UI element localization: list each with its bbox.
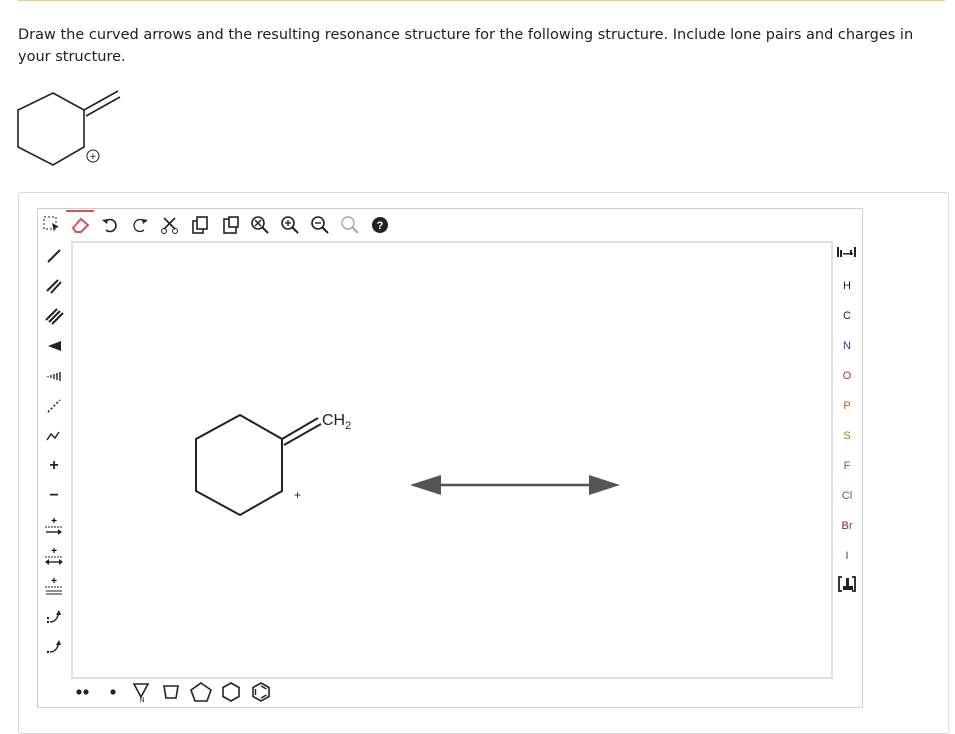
cyclopentane-ring-icon[interactable] — [186, 680, 216, 704]
element-br[interactable]: Br — [841, 520, 853, 532]
svg-text:+: + — [51, 546, 57, 557]
triple-bond-icon[interactable] — [40, 303, 68, 329]
radical-icon[interactable] — [100, 680, 126, 704]
help-label: ? — [376, 220, 384, 232]
reaction-arrow-icon[interactable] — [40, 513, 68, 539]
ch2-label: $CH_2$ — [322, 412, 352, 432]
element-i[interactable]: I — [845, 550, 849, 562]
bracket-icon[interactable] — [832, 575, 862, 597]
exocyclic-double-bond — [282, 418, 321, 445]
positive-charge-icon[interactable] — [40, 453, 68, 479]
prompt-ring — [18, 91, 120, 165]
cyclohexane-ring — [196, 415, 282, 515]
zoom-in-icon[interactable] — [278, 213, 302, 237]
bottom-toolbar — [38, 677, 862, 707]
element-f[interactable]: F — [843, 460, 851, 472]
positive-charge-label: + — [49, 457, 59, 474]
zoom-out-icon[interactable] — [308, 213, 332, 237]
select-icon[interactable] — [40, 213, 64, 237]
cyclohexane-ring-icon[interactable] — [218, 680, 244, 704]
svg-text:+: + — [51, 576, 57, 587]
electron-pair-arrow-icon[interactable] — [40, 603, 68, 629]
top-divider — [18, 0, 945, 1]
top-toolbar — [38, 209, 862, 241]
prompt-structure — [10, 80, 140, 180]
dashed-bond-icon[interactable] — [40, 393, 68, 419]
prompt-charge: + — [89, 151, 97, 163]
eraser-icon[interactable] — [68, 213, 92, 237]
undo-icon[interactable] — [98, 213, 122, 237]
help-icon[interactable] — [368, 213, 392, 237]
lone-pair-icon[interactable] — [70, 680, 96, 704]
right-toolbar — [832, 241, 862, 671]
single-bond-icon[interactable] — [40, 243, 68, 269]
cut-icon[interactable] — [158, 213, 182, 237]
cyclobutane-ring-icon[interactable] — [158, 680, 184, 704]
svg-text:+: + — [51, 516, 57, 527]
n-label: N — [139, 697, 145, 703]
double-bond-icon[interactable] — [40, 273, 68, 299]
element-h[interactable]: H — [843, 280, 851, 292]
negative-charge-icon[interactable] — [40, 483, 68, 509]
left-toolbar — [38, 241, 70, 671]
drawing-canvas[interactable] — [71, 241, 833, 679]
negative-charge-label: − — [49, 487, 59, 504]
element-p[interactable]: P — [843, 400, 851, 412]
element-n[interactable]: N — [843, 340, 851, 352]
ch2-subscript: 2 — [345, 420, 352, 432]
resonance-arrow-icon[interactable] — [40, 543, 68, 569]
element-o[interactable]: O — [842, 370, 852, 382]
question-text: Draw the curved arrows and the resulting resonance structure for the following structure. Include lone pairs and charges in your structure. — [18, 27, 914, 65]
benzene-ring-icon[interactable] — [248, 680, 274, 704]
paste-icon[interactable] — [219, 213, 243, 237]
copy-icon[interactable] — [188, 213, 212, 237]
aziridine-ring-icon[interactable] — [128, 680, 154, 704]
element-s[interactable]: S — [843, 430, 851, 442]
single-electron-arrow-icon[interactable] — [40, 633, 68, 659]
wedge-bond-icon[interactable] — [40, 333, 68, 359]
equilibrium-arrow-icon[interactable] — [40, 573, 68, 599]
element-cl[interactable]: Cl — [841, 490, 853, 502]
resonance-arrow — [410, 475, 620, 495]
clean-icon[interactable] — [338, 213, 362, 237]
zoom-fit-icon[interactable] — [248, 213, 272, 237]
hash-bond-icon[interactable] — [40, 363, 68, 389]
canvas-drawing — [73, 243, 831, 677]
chain-icon[interactable] — [40, 423, 68, 449]
element-c[interactable]: C — [843, 310, 851, 322]
periodic-table-icon[interactable] — [832, 245, 862, 267]
canvas-charge: + — [294, 488, 302, 502]
redo-icon[interactable] — [128, 213, 152, 237]
molecule-editor — [37, 208, 863, 708]
